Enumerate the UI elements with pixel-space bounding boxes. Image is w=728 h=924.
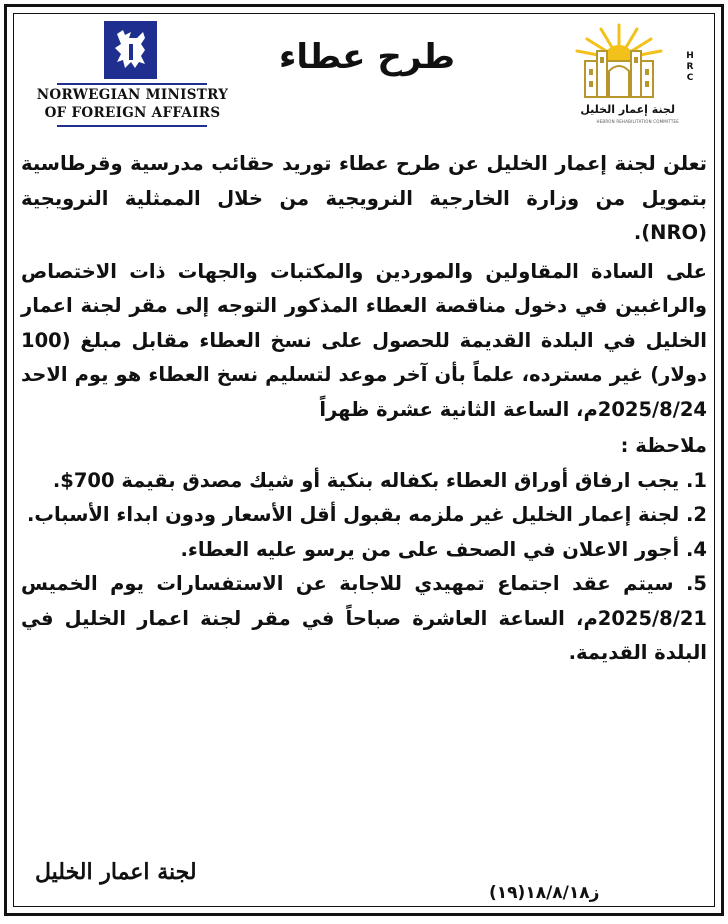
tender-announcement-page [4,4,724,916]
sun-building-icon [557,21,687,101]
notes-title: ملاحظة : [620,434,707,457]
ministry-name-line2: OF FOREIGN AFFAIRS [44,105,221,121]
note-item: 2. لجنة إعمار الخليل غير ملزمه بقبول أقل الأسعار ودون ابداء الأسباب. [26,503,707,526]
paragraph-intro: تعلن لجنة إعمار الخليل عن طرح عطاء توريد حقائب مدرسية وقرطاسية بتمويل من وزارة الخارجية النرويجية من خلال الممثلية النرويجية (NRO). [21,152,707,244]
hrc-english-name: HEBRON REHABILITATION COMMITTEE [596,119,679,124]
paragraph-instructions: على السادة المقاولين والموردين والمكتبات والجهات ذات الاختصاص والراغبين في دخول مناقصة العطاء المذكور التوجه إلى مقر لجنة اعمار الخليل في البلدة القديمة للحصول على نسخ العطاء مقابل مبلغ (100 دولار) غير مسترده، علماً بأن آخر موعد لتسليم نسخ العطاء هو يوم الاحد 2025/8/24م، الساعة الثانية عشرة ظهراً [21,259,707,421]
page-title: طرح عطاء [278,37,455,77]
hrc-letters: H R C [686,51,694,83]
signature: لجنة اعمار الخليل [35,859,197,885]
announcement-body [21,147,707,671]
hrc-arabic-name: لجنة إعمار الخليل [580,103,675,116]
note-item: 5. سيتم عقد اجتماع تمهيدي للاجابة عن الاستفسارات يوم الخميس 2025/8/21م، الساعة العاشرة صباحاً في مقر لجنة اعمار الخليل في البلدة القديمة. [21,572,707,664]
norway-lion-emblem-icon [104,21,157,79]
emblem-rule-top [57,83,207,85]
emblem-rule-bottom [57,125,207,127]
note-item: 1. يجب ارفاق أوراق العطاء بكفاله بنكية أو شيك مصدق بقيمة 700$. [52,468,707,492]
hrc-logo [553,21,703,131]
note-item: 4. أجور الاعلان في الصحف على من يرسو عليه العطاء. [180,537,707,561]
reference-code: ز١٨/٨/١٨(١٩) [489,883,600,903]
norwegian-ministry-logo [25,21,240,136]
ministry-name-line1: NORWEGIAN MINISTRY [36,87,229,103]
